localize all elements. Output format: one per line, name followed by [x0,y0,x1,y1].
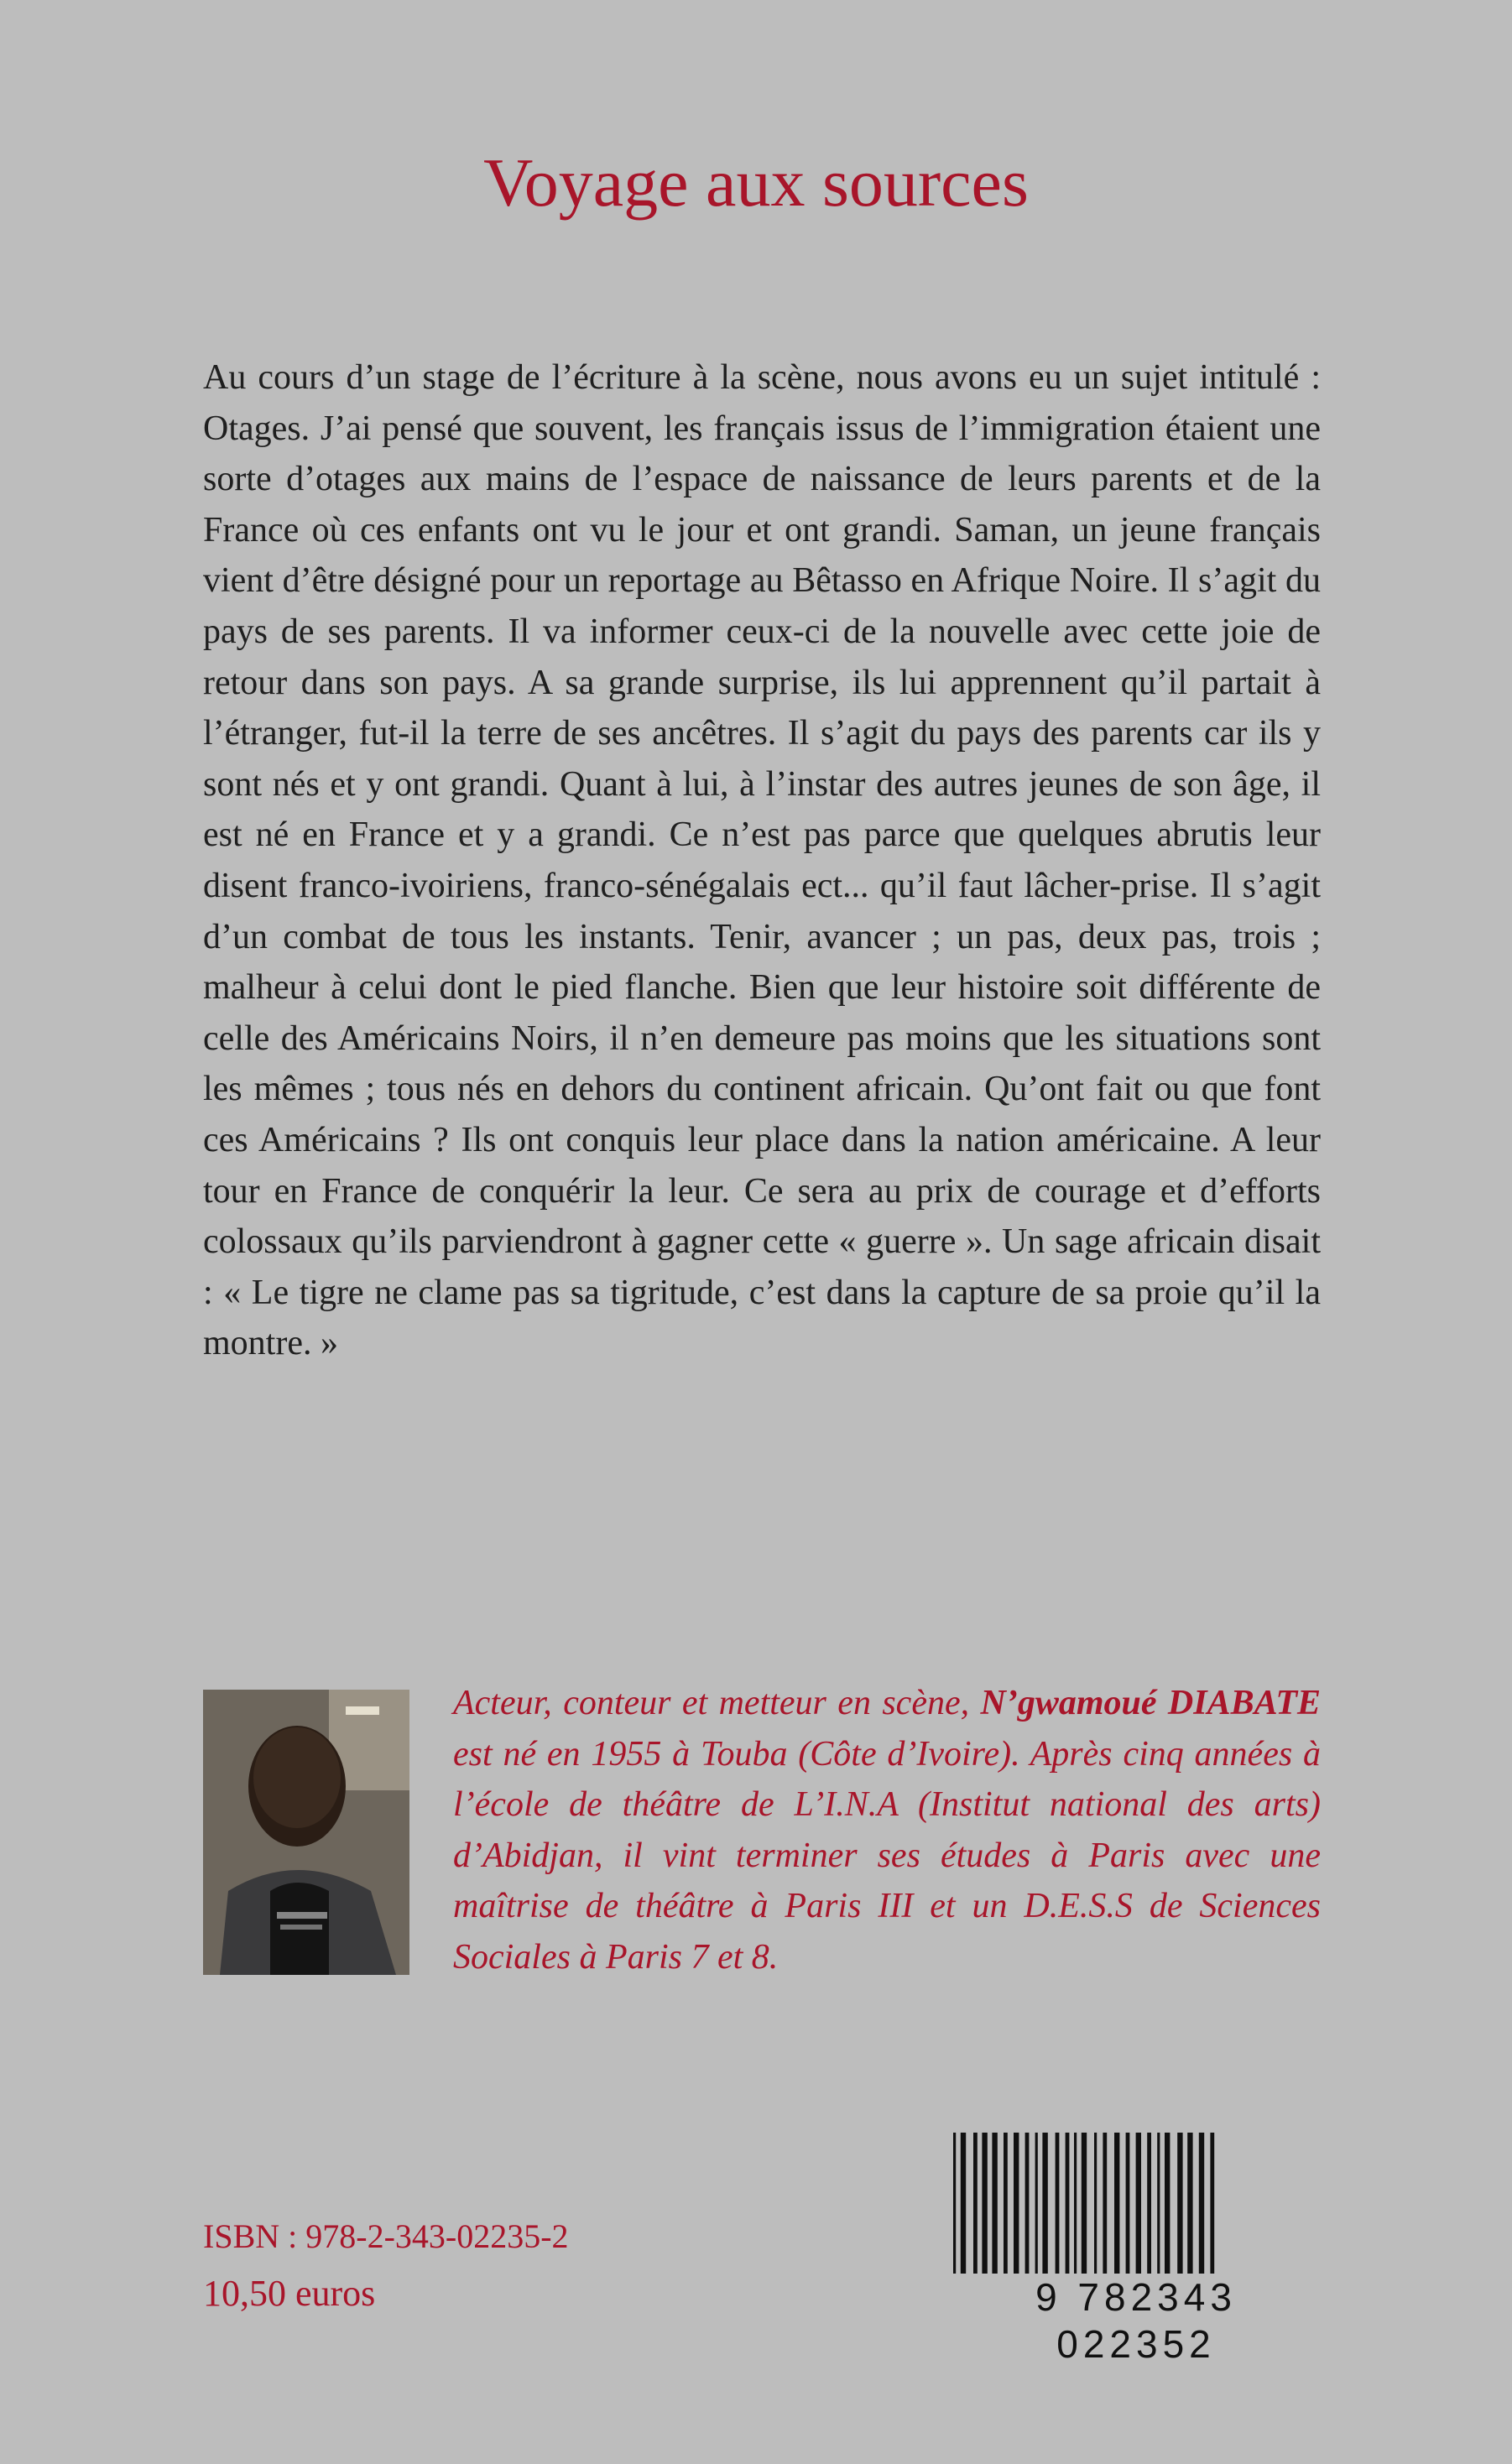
barcode-bar [973,2133,978,2274]
author-bio [453,1678,1321,1983]
barcode-bar [953,2133,956,2274]
barcode-bar [1126,2133,1130,2274]
barcode-bar [1199,2133,1204,2274]
barcode-bar [1103,2133,1107,2274]
barcode-bar [1066,2133,1070,2274]
author-name: N’gwamoué DIABATE [980,1684,1321,1722]
barcode-bar [1165,2133,1170,2274]
barcode-bar [1014,2133,1019,2274]
barcode-bar [1025,2133,1030,2274]
barcode-bar [992,2133,997,2274]
barcode-bar [1177,2133,1182,2274]
barcode-bar [1004,2133,1008,2274]
back-cover-summary: Au cours d’un stage de l’écriture à la scène, nous avons eu un sujet intitulé : Otages. J’ai pensé que souvent, les français issus de l’immigration étaient une sorte d’otages aux mains de l’espace de naissance de leurs parents et de la France où ces enfants ont vu le jour et ont grandi. Saman, un jeune français vient d’être désigné pour un reportage au Bêtasso en Afrique Noire. Il s’agit du pays de ses parents. Il va informer ceux-ci de la nouvelle avec cette joie de retour dans son pays. A sa grande surprise, ils lui apprennent qu’il partait à l’étranger, fut-il la terre de ses ancêtres. Il s’agit du pays des parents car ils y sont nés et y ont grandi. Quant à lui, à l’instar des autres jeunes de son âge, il est né en France et y a grandi. Ce n’est pas parce que quelques abrutis leur disent franco-ivoiriens, franco-sénégalais ect... qu’il faut lâcher-prise. Il s’agit d’un combat de tous les instants. Tenir, avancer ; un pas, deux pas, trois ; malheur à celui dont le pied flanche. Bien que leur histoire soit différente de celle des Américains Noirs, il n’en demeure pas moins que les situations sont les mêmes ; tous nés en dehors du continent africain. Qu’ont fait ou que font ces Américains ? Ils ont conquis leur place dans la nation américaine. A leur tour en France de conquérir la leur. Ce sera au prix de courage et d’efforts colossaux qu’ils parviendront à gagner cette « guerre ». Un sage africain disait : « Le tigre ne clame pas sa tigritude, c’est dans la capture de sa proie qu’il la montre. » [203,358,1321,1363]
barcode-digits: 9 782343 022352 [1035,2275,1237,2366]
barcode-bar [1042,2133,1047,2274]
barcode-bar [1136,2133,1141,2274]
barcode-bar [982,2133,987,2274]
barcode-bar [1114,2133,1119,2274]
barcode-bar [1056,2133,1060,2274]
barcode-bar [1147,2133,1151,2274]
barcode-bar [1210,2133,1214,2274]
barcode-bar [1082,2133,1087,2274]
barcode-bar [1074,2133,1077,2274]
barcode-bar [1035,2133,1038,2274]
author-bio-rest: est né en 1955 à Touba (Côte d’Ivoire). Après cinq années à l’école de théâtre de L’I.N.A (Institut national des arts) d’Abidjan, il vint terminer ses études à Paris avec une maîtrise de théâtre à Paris III et un D.E.S.S de Sciences Sociales à Paris 7 et 8. [453,1734,1321,1977]
author-bio-intro: Acteur, conteur et metteur en scène, [453,1684,981,1722]
barcode [948,2133,1324,2366]
author-photo [203,1690,409,1975]
barcode-bar [1187,2133,1192,2274]
barcode-bar [1157,2133,1160,2274]
book-title: Voyage aux sources [483,144,1029,221]
isbn-label: ISBN : 978-2-343-02235-2 [203,2217,569,2255]
price-label: 10,50 euros [203,2273,376,2314]
barcode-bar [1094,2133,1097,2274]
barcode-bar [961,2133,966,2274]
barcode-bars [948,2133,1324,2274]
